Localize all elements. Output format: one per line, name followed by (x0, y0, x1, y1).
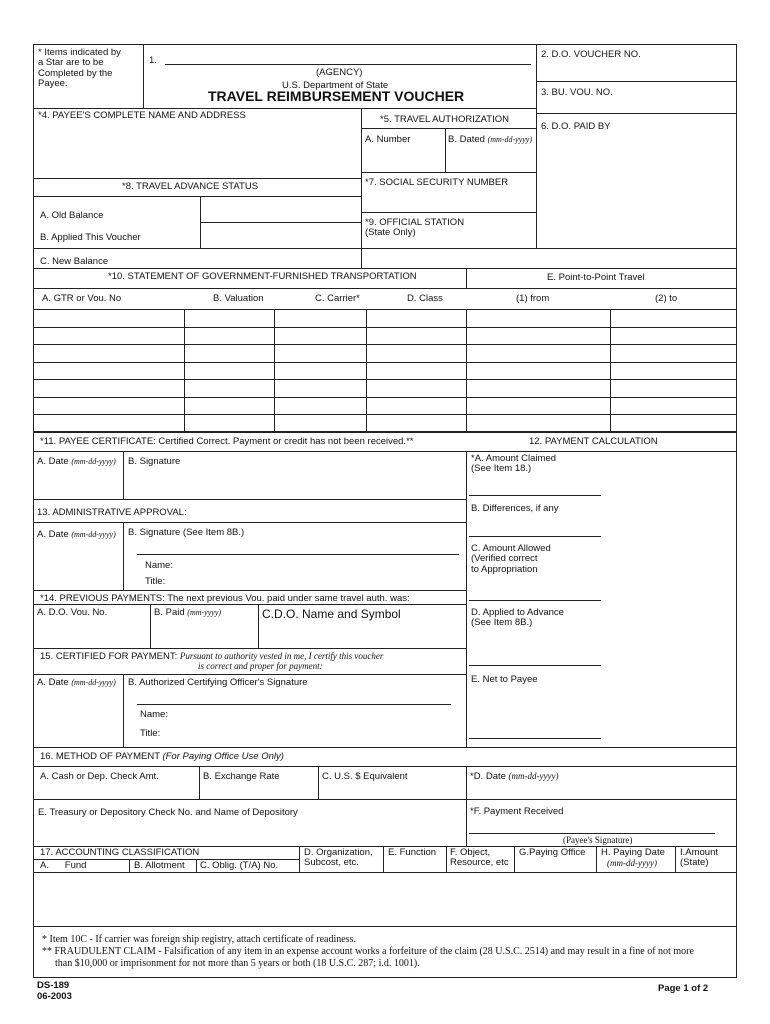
advance-status-label: *8. TRAVEL ADVANCE STATUS (122, 181, 259, 192)
admin-approval-label: 13. ADMINISTRATIVE APPROVAL: (37, 507, 187, 518)
exchange-rate-label[interactable]: B. Exchange Rate (203, 771, 280, 782)
admin-signature-label[interactable]: B. Signature (See Item 8B.) (128, 527, 245, 538)
method-of-payment-label: 16. METHOD OF PAYMENT (For Paying Office Use Only) (40, 751, 284, 762)
accounting-classification-label: 17. ACCOUNTING CLASSIFICATION (40, 847, 200, 858)
transport-row-line (33, 362, 737, 363)
transport-row-line (33, 327, 737, 328)
do-vou-no-label[interactable]: A. D.O. Vou. No. (37, 607, 108, 618)
payee-certificate-label: *11. PAYEE CERTIFICATE: Certified Correct. Payment or credit has not been received.** (40, 436, 414, 447)
admin-date-label[interactable]: A. Date (mm-dd-yyyy) (37, 529, 116, 540)
net-to-payee-label: E. Net to Payee (471, 674, 538, 685)
payment-calculation-label: 12. PAYMENT CALCULATION (529, 436, 658, 447)
valuation-col-label: B. Valuation (213, 293, 264, 304)
payment-date-label[interactable]: *D. Date (mm-dd-yyyy) (470, 771, 559, 782)
transport-row-line (33, 344, 737, 345)
note-fraudulent-claim: ** FRAUDULENT CLAIM - Falsification of any item in an expense account works a forfeiture of the claim (28 U.S.C. 2514) and may result in a fine of not more (42, 946, 694, 957)
amount-allowed-label: C. Amount Allowed (Verified correct to Appropriation (471, 543, 551, 575)
allotment-col-label: B. Allotment (134, 860, 185, 871)
new-balance-label[interactable]: C. New Balance (40, 256, 109, 267)
agency-label: (AGENCY) (316, 67, 363, 78)
certified-payment-label: 15. CERTIFIED FOR PAYMENT: Pursuant to authority vested in me, I certify this voucher (40, 651, 384, 662)
department-label: U.S. Department of State (282, 80, 389, 91)
form-revision-date: 06-2003 (37, 991, 72, 1002)
class-col-label: D. Class (407, 293, 443, 304)
old-balance-label[interactable]: A. Old Balance (40, 210, 104, 221)
us-equivalent-label[interactable]: C. U.S. $ Equivalent (322, 771, 408, 782)
object-col-label: F. Object, Resource, etc (450, 847, 509, 869)
auth-dated-label[interactable]: B. Dated (mm-dd-yyyy) (448, 134, 533, 145)
from-col-label: (1) from (516, 293, 550, 304)
agency-line[interactable] (165, 64, 531, 65)
carrier-col-label: C. Carrier* (315, 293, 360, 304)
certifying-officer-line[interactable] (137, 704, 451, 705)
amount-col-label: I.Amount (State) (680, 847, 719, 869)
treasury-check-label[interactable]: E. Treasury or Depository Check No. and Name of Depository (38, 807, 298, 818)
payee-signature-line[interactable] (469, 833, 715, 834)
certified-title-label[interactable]: Title: (140, 728, 161, 739)
applied-voucher-label[interactable]: B. Applied This Voucher (40, 232, 141, 243)
payment-received-label: *F. Payment Received (470, 806, 564, 817)
amount-claimed-label: *A. Amount Claimed (See Item 18.) (471, 453, 557, 475)
payee-signature-caption: (Payee's Signature) (563, 835, 633, 845)
oblig-col-label: C. Oblig. (T/A) No. (200, 860, 279, 871)
paying-office-col-label: G.Paying Office (519, 847, 586, 858)
transport-row-line (33, 379, 737, 380)
auth-number-label[interactable]: A. Number (365, 134, 411, 145)
gtr-col-label: A. GTR or Vou. No (42, 293, 122, 304)
admin-signature-line[interactable] (137, 554, 459, 555)
paying-date-col-label: H. Paying Date (601, 847, 665, 858)
form-number: DS-189 (37, 980, 70, 991)
accounting-entry-row[interactable] (33, 872, 737, 926)
page-number: Page 1 of 2 (658, 983, 709, 994)
amount-allowed-line[interactable] (469, 600, 601, 601)
previous-payments-label: *14. PREVIOUS PAYMENTS: The next previous Vou. paid under same travel auth. was: (40, 593, 410, 604)
paid-by-label[interactable]: 6. D.O. PAID BY (541, 121, 611, 132)
paid-date-label[interactable]: B. Paid (mm-yyyy) (154, 607, 222, 618)
item-1-label: 1. (149, 55, 157, 66)
certified-payment-text: is correct and proper for payment: (198, 661, 323, 671)
voucher-no-label[interactable]: 2. D.O. VOUCHER NO. (541, 49, 641, 60)
certified-name-label[interactable]: Name: (140, 709, 168, 720)
payee-signature-label[interactable]: B. Signature (128, 456, 181, 467)
payee-cert-date-label[interactable]: A. Date (mm-dd-yyyy) (37, 456, 116, 467)
applied-advance-line[interactable] (469, 665, 601, 666)
differences-label: B. Differences, if any (471, 503, 559, 514)
payee-name-address-label[interactable]: *4. PAYEE'S COMPLETE NAME AND ADDRESS (38, 110, 246, 121)
differences-line[interactable] (469, 536, 601, 537)
official-station-label[interactable]: *9. OFFICIAL STATION (State Only) (365, 217, 465, 239)
to-col-label: (2) to (655, 293, 678, 304)
transport-row-line (33, 397, 737, 398)
net-to-payee-line[interactable] (469, 738, 601, 739)
certifying-officer-label[interactable]: B. Authorized Certifying Officer's Signature (128, 677, 308, 688)
form-title: TRAVEL REIMBURSEMENT VOUCHER (208, 88, 465, 104)
cash-check-amount-label[interactable]: A. Cash or Dep. Check Amt. (40, 771, 159, 782)
paying-date-format: (mm-dd-yyyy) (607, 858, 657, 868)
transport-grid[interactable] (33, 309, 737, 429)
certified-date-label[interactable]: A. Date (mm-dd-yyyy) (37, 677, 116, 688)
star-note: * Items indicated by a Star are to be Completed by the Payee. (38, 47, 121, 90)
transport-row-line (33, 414, 737, 415)
admin-title-label[interactable]: Title: (145, 576, 166, 587)
amount-claimed-line[interactable] (469, 495, 601, 496)
cdo-name-symbol-label[interactable]: C.D.O. Name and Symbol (262, 607, 401, 621)
note-foreign-ship: * Item 10C - If carrier was foreign ship registry, attach certificate of readiness. (42, 934, 356, 945)
bu-vou-no-label[interactable]: 3. BU. VOU. NO. (541, 87, 613, 98)
fund-col-label: A. Fund (40, 860, 87, 871)
transportation-label: *10. STATEMENT OF GOVERNMENT-FURNISHED TRANSPORTATION (108, 271, 417, 282)
function-col-label: E. Function (388, 847, 437, 858)
organization-col-label: D. Organization, Subcost, etc. (304, 847, 373, 869)
travel-authorization-label: *5. TRAVEL AUTHORIZATION (380, 114, 509, 125)
note-fraudulent-claim-cont: than $10,000 or imprisonment for not more than 5 years or both (18 U.S.C. 287; i.d. 1001). (55, 958, 420, 969)
ssn-label[interactable]: *7. SOCIAL SECURITY NUMBER (365, 177, 509, 188)
admin-name-label[interactable]: Name: (145, 560, 173, 571)
point-to-point-label: E. Point-to-Point Travel (547, 272, 645, 283)
applied-advance-label: D. Applied to Advance (See Item 8B.) (471, 607, 564, 629)
